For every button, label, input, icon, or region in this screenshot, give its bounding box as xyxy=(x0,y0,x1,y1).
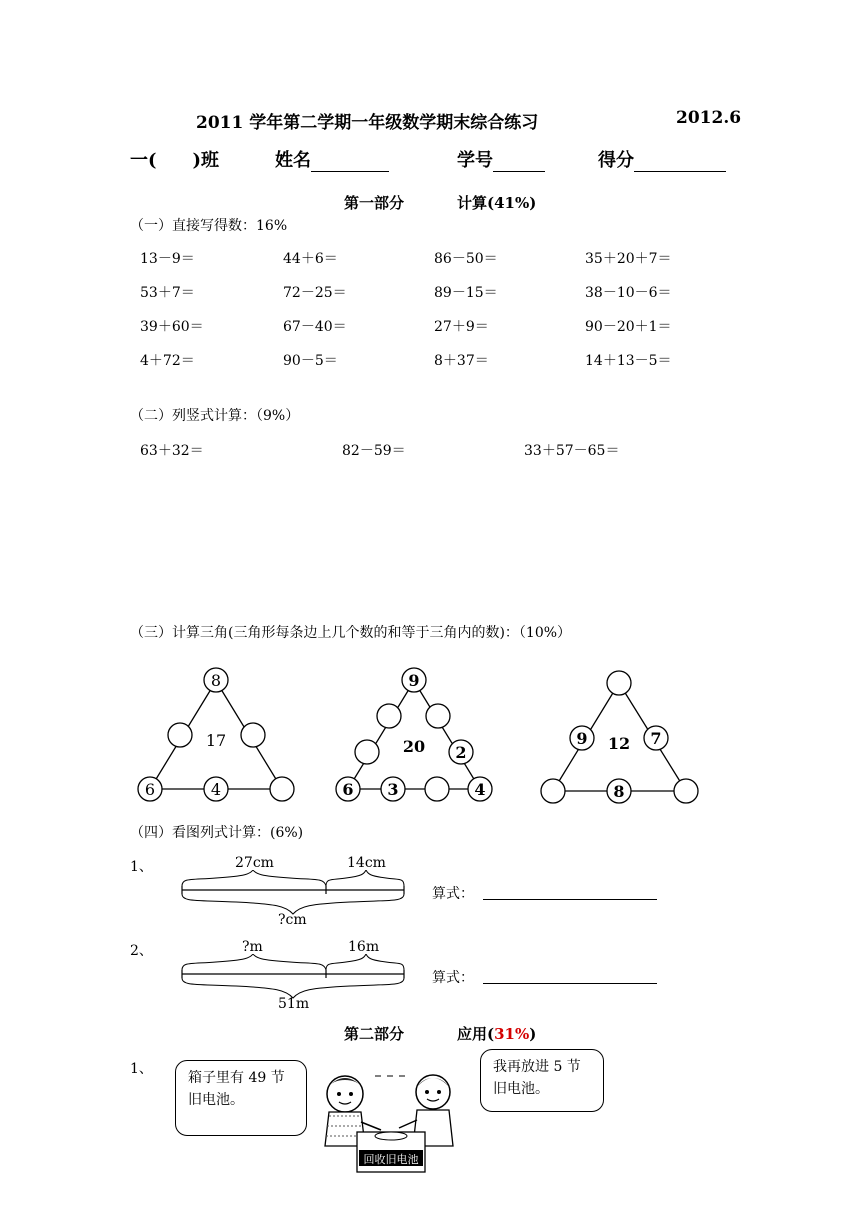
score-field[interactable] xyxy=(598,146,726,172)
triangle-3 xyxy=(541,671,698,803)
arithmetic-problem: 53＋7＝ xyxy=(140,285,195,301)
section1-title: （一）直接写得数：16% xyxy=(130,218,288,234)
diagram1-formula-label: 算式： xyxy=(432,886,474,902)
part1-heading: 第一部分 xyxy=(344,194,405,212)
triangle2-right-value: 2 xyxy=(455,743,467,762)
triangle3-left-value: 9 xyxy=(576,729,588,748)
triangle2-left-lower-node[interactable] xyxy=(355,740,379,764)
arithmetic-problem: 14＋13－5＝ xyxy=(585,353,672,369)
diagram1-right-label: 14cm xyxy=(347,855,386,871)
arithmetic-problem: 86－50＝ xyxy=(434,251,498,267)
arithmetic-problem: 38－10－6＝ xyxy=(585,285,672,301)
triangle-1 xyxy=(138,668,294,801)
part1-subject: 计算(41%) xyxy=(457,194,537,212)
triangle2-bottom-mid2-node[interactable] xyxy=(425,777,449,801)
diagram1-answer-line[interactable] xyxy=(483,899,657,900)
triangle2-center-value: 20 xyxy=(402,737,426,756)
triangle1-left-node[interactable] xyxy=(168,723,192,747)
name-field[interactable] xyxy=(275,146,389,172)
children-with-battery-box-illustration xyxy=(305,1066,475,1176)
triangle3-right-value: 7 xyxy=(650,729,662,748)
triangle2-left-upper-node[interactable] xyxy=(377,704,401,728)
exam-date: 2012.6 xyxy=(676,108,742,128)
part2-subject-suffix: ) xyxy=(529,1025,537,1043)
page-title: 2011 学年第二学期一年级数学期末综合练习 xyxy=(196,113,539,133)
section3-title: （三）计算三角(三角形每条边上几个数的和等于三角内的数)：（10%） xyxy=(130,625,572,641)
arithmetic-problem: 72－25＝ xyxy=(283,285,347,301)
triangle2-top-value: 9 xyxy=(408,671,420,690)
section4-title: （四）看图列式计算：(6%) xyxy=(130,825,304,841)
class-label: 一( )班 xyxy=(130,150,220,171)
part2-heading: 第二部分 xyxy=(344,1025,405,1043)
arithmetic-problem: 44＋6＝ xyxy=(283,251,338,267)
vertical-calc-item: 33＋57－65＝ xyxy=(524,443,620,459)
part2-percent: 31% xyxy=(494,1025,530,1043)
triangle2-bottom-left-value: 6 xyxy=(342,780,354,799)
triangle1-bottom-right-node[interactable] xyxy=(270,777,294,801)
diagram2-answer-line[interactable] xyxy=(483,983,657,984)
triangle3-top-node[interactable] xyxy=(607,671,631,695)
arithmetic-problem: 90－20＋1＝ xyxy=(585,319,672,335)
student-id-label: 学号 xyxy=(457,150,493,171)
triangle1-bottom-mid-value: 4 xyxy=(210,780,222,799)
part2-subject xyxy=(457,1023,536,1044)
diagram2-bottom-label: 51m xyxy=(278,996,310,1012)
triangle3-center-value: 12 xyxy=(607,734,631,753)
speech-bubble-left: 箱子里有 49 节旧电池。 xyxy=(175,1060,307,1136)
diagram1-number: 1、 xyxy=(130,859,153,875)
section2-title: （二）列竖式计算：（9%） xyxy=(130,408,300,424)
diagram2-number: 2、 xyxy=(130,943,153,959)
diagram1-bottom-label: ?cm xyxy=(278,912,307,928)
number-triangles xyxy=(0,665,860,815)
arithmetic-problem: 35＋20＋7＝ xyxy=(585,251,672,267)
triangle2-right-upper-node[interactable] xyxy=(426,704,450,728)
student-id-field[interactable] xyxy=(457,146,545,172)
arithmetic-problem: 67－40＝ xyxy=(283,319,347,335)
diagram2-right-label: 16m xyxy=(348,939,380,955)
triangle1-right-node[interactable] xyxy=(241,723,265,747)
triangle3-bottom-value: 8 xyxy=(613,782,625,801)
name-label: 姓名 xyxy=(275,150,311,171)
triangle2-bottom-mid-value: 3 xyxy=(387,780,399,799)
part2-subject-prefix: 应用( xyxy=(457,1025,495,1043)
battery-box xyxy=(357,1132,425,1172)
diagram2-formula-label: 算式： xyxy=(432,970,474,986)
arithmetic-problem: 89－15＝ xyxy=(434,285,498,301)
battery-box-label: 回收旧电池 xyxy=(363,1153,419,1166)
vertical-calc-item: 82－59＝ xyxy=(342,443,406,459)
triangle-2 xyxy=(336,668,492,801)
score-label: 得分 xyxy=(598,150,634,171)
diagram1-left-label: 27cm xyxy=(235,855,274,871)
triangle1-center-value: 17 xyxy=(205,731,227,750)
app1-number: 1、 xyxy=(130,1061,153,1077)
triangle1-top-value: 8 xyxy=(210,671,222,690)
arithmetic-problem: 13－9＝ xyxy=(140,251,195,267)
arithmetic-problem: 8＋37＝ xyxy=(434,353,489,369)
triangle3-bottom-left-node[interactable] xyxy=(541,779,565,803)
arithmetic-problem: 90－5＝ xyxy=(283,353,338,369)
triangle3-bottom-right-node[interactable] xyxy=(674,779,698,803)
diagram2-left-label: ?m xyxy=(242,939,263,955)
arithmetic-problem: 4＋72＝ xyxy=(140,353,195,369)
arithmetic-problem: 27＋9＝ xyxy=(434,319,489,335)
arithmetic-problem: 39＋60＝ xyxy=(140,319,204,335)
vertical-calc-item: 63＋32＝ xyxy=(140,443,204,459)
triangle1-bottom-left-value: 6 xyxy=(144,780,156,799)
triangle2-bottom-right-value: 4 xyxy=(474,780,486,799)
speech-bubble-right: 我再放进 5 节旧电池。 xyxy=(480,1049,604,1112)
